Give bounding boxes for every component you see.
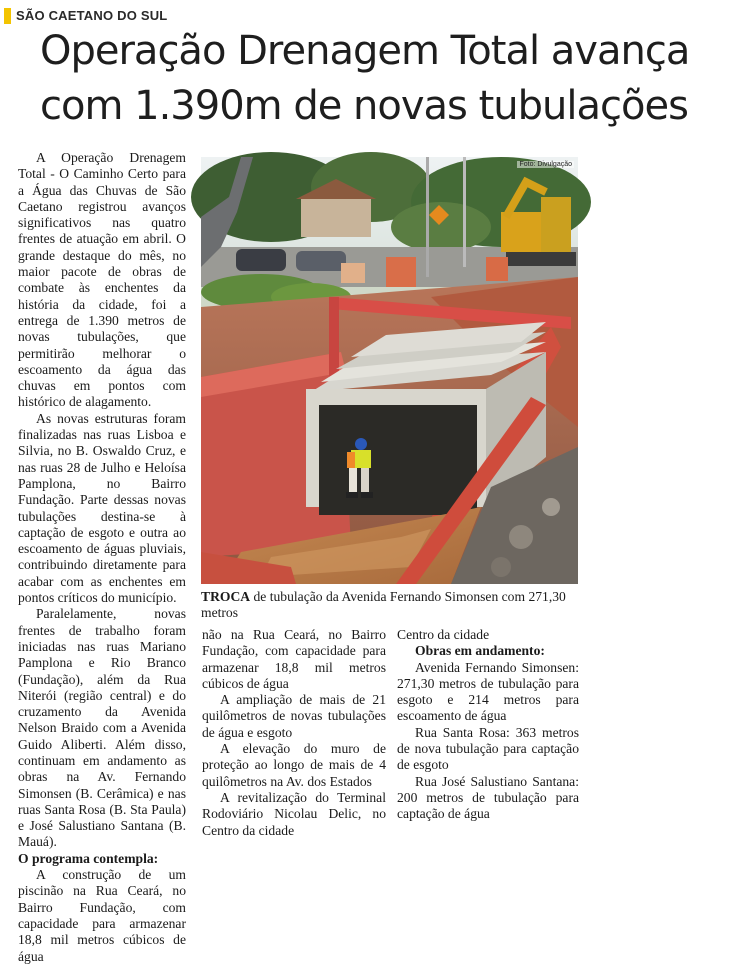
headline-line-1: Operação Drenagem Total avança <box>40 28 690 74</box>
program-subheading: O programa contempla: <box>18 850 159 866</box>
construction-photo <box>201 157 578 584</box>
caption-text: de tubulação da Avenida Fernando Simonsen com 271,30 metros <box>201 589 566 620</box>
construction-photo-illustration <box>201 157 578 584</box>
paragraph-4-continued-text: não na Rua Ceará, no Bairro Fundação, com capacidade para armazenar 18,8 mil metros cúbicos de água <box>202 627 386 691</box>
article-paragraph-2: As novas estruturas foram finalizadas nas ruas Lisboa e Silvia, no B. Oswaldo Cruz, e nas ruas 28 de Julho e Heloísa Pamplona, no Bairro Fundação. Parte dessas novas tubulações destina-se à captação de esgoto e outra ao escoamento de águas pluviais, contribuindo diretamente para acabar com as enchentes em pontos críticos do município. <box>18 410 186 606</box>
photo-caption <box>201 589 581 621</box>
article-paragraph-9: Rua Santa Rosa: 363 metros de nova tubulação para captação de esgoto <box>397 724 579 773</box>
article-paragraph-4: A construção de um piscinão na Rua Ceará, no Bairro Fundação, com capacidade para armazenar 18,8 mil metros cúbicos de água <box>18 867 186 964</box>
article-paragraph-8: Avenida Fernando Simonsen: 271,30 metros de tubulação para esgoto e 214 metros para escoamento de água <box>397 659 579 724</box>
photo-credit: Foto: Divulgação <box>519 161 572 168</box>
caption-lead: TROCA <box>201 589 251 604</box>
headline-line-2: com 1.390m de novas tubulações <box>40 83 688 129</box>
article-paragraph-10: Rua José Salustiano Santana: 200 metros de tubulação para captação de água <box>397 773 579 822</box>
article-paragraph-5: A ampliação de mais de 21 quilômetros de novas tubulações de água e esgoto <box>202 692 386 740</box>
article-paragraph-7: A revitalização do Terminal Rodoviário Nicolau Delic, no Centro da cidade <box>202 789 386 838</box>
article-paragraph-1: A Operação Drenagem Total - O Caminho Certo para a Água das Chuvas de São Caetano registrou avanços significativos nas quatro frentes de atuação em abril. O grande destaque do mês, no maior pacote de obras de combate às enchentes da história da cidade, foi a entrega de 1.390 metros de novas tubulações, que permitirão melhorar o escoamento da água das chuvas em pontos com histórico de alagamento. <box>18 150 186 410</box>
article-paragraph-3: Paralelamente, novas frentes de trabalho foram iniciadas nas ruas Mariano Pamplona e Rio Branco (Fundação), além da Rua Niterói (região central) e do cruzamento da Avenida Nelson Braido com a Avenida Guido Aliberti. Além disso, continuam em andamento as obras na Av. Fernando Simonsen (B. Cerâmica) e nas ruas Santa Rosa (B. Sta Paula) e José Salustiano Santana (B. Mauá). <box>18 606 186 850</box>
section-label: SÃO CAETANO DO SUL <box>16 8 168 23</box>
article-paragraph-6: A elevação do muro de proteção ao longo de mais de 4 quilômetros na Av. dos Estados <box>202 741 386 789</box>
article-column-1 <box>18 150 186 964</box>
article-paragraph-4-continued <box>202 627 386 692</box>
headline <box>40 24 746 134</box>
article-column-2 <box>202 627 386 838</box>
article-paragraph-7-continued: Centro da cidade <box>397 627 490 642</box>
section-color-bar <box>4 8 11 24</box>
article-column-3 <box>397 627 579 823</box>
works-in-progress-subheading: Obras em andamento: <box>415 643 545 659</box>
